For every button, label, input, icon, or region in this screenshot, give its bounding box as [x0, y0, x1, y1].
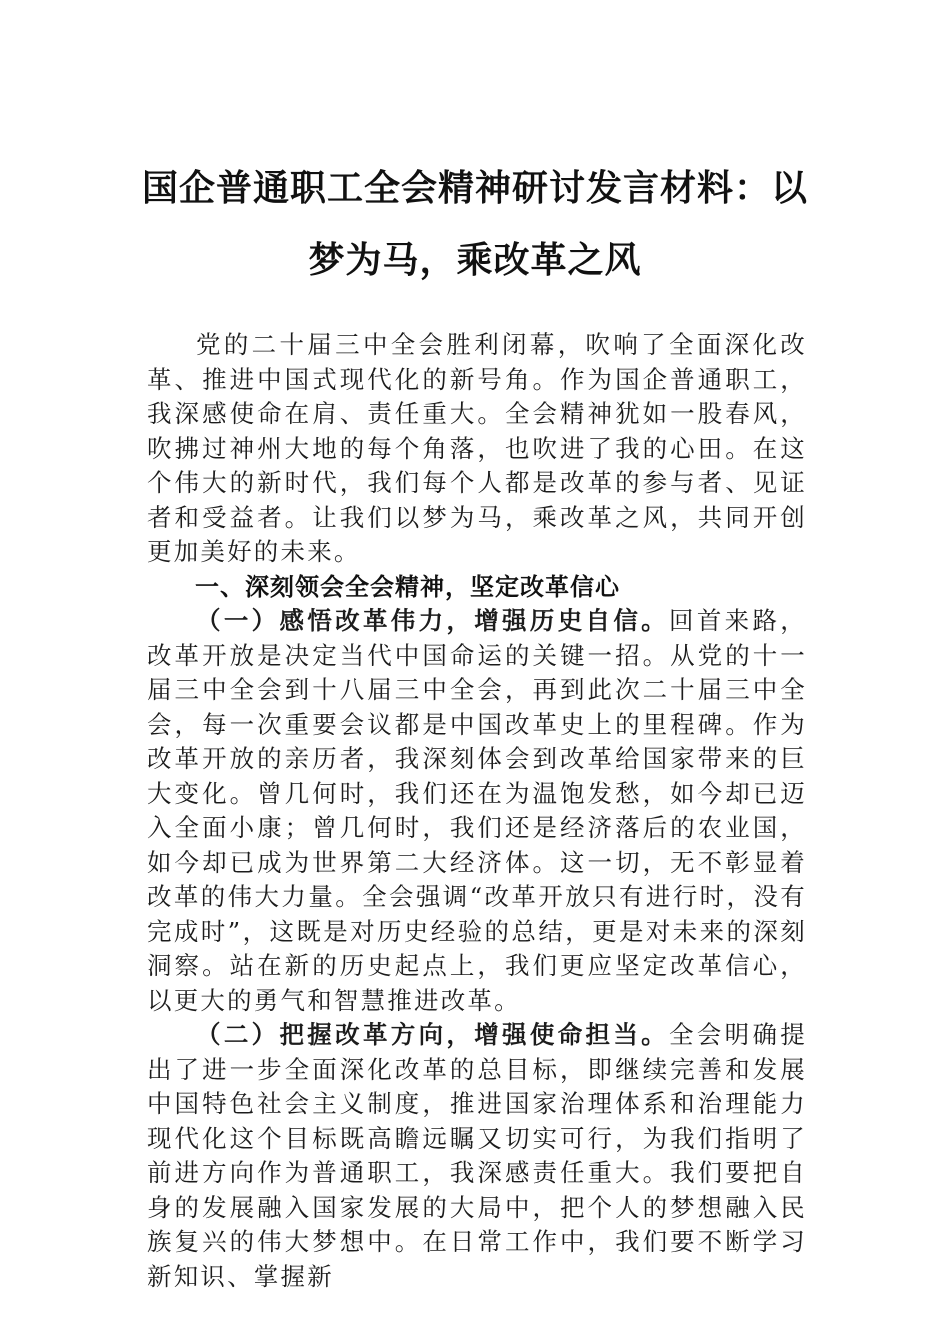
subsection-2-text: 全会明确提出了进一步全面深化改革的总目标，即继续完善和发展中国特色社会主义制度，推进国家治理体系和治理能力现代化这个目标既高瞻远瞩又切实可行，为我们指明了前进方向作为普通职工，我深感责任重大。我们要把自身的发展融入国家发展的大局中，把个人的梦想融入民族复兴的伟大梦想中。在日常工作中，我们要不断学习新知识、掌握新 [147, 1020, 807, 1291]
section-1-heading: 一、深刻领会全会精神，坚定改革信心 [195, 572, 620, 601]
subsection-2-lead: （二）把握改革方向，增强使命担当。 [196, 1020, 669, 1049]
subsection-1-text: 回首来路，改革开放是决定当代中国命运的关键一招。从党的十一届三中全会到十八届三中全会，再到此次二十届三中全会，每一次重要会议都是中国改革史上的里程碑。作为改革开放的亲历者，我深刻体会到改革给国家带来的巨大变化。曾几何时，我们还在为温饱发愁，如今却已迈入全面小康；曾几何时，我们还是经济落后的农业国，如今却已成为世界第二大经济体。这一切，无不彰显着改革的伟大力量。全会强调“改革开放只有进行时，没有完成时”，这既是对历史经验的总结，更是对未来的深刻洞察。站在新的历史起点上，我们更应坚定改革信心，以更大的勇气和智慧推进改革。 [147, 606, 807, 1015]
subsection-1-lead: （一）感悟改革伟力，增强历史自信。 [196, 606, 669, 635]
intro-paragraph: 党的二十届三中全会胜利闭幕，吹响了全面深化改革、推进中国式现代化的新号角。作为国企普通职工，我深感使命在肩、责任重大。全会精神犹如一股春风，吹拂过神州大地的每个角落，也吹进了我的心田。在这个伟大的新时代，我们每个人都是改革的参与者、见证者和受益者。让我们以梦为马，乘改革之风，共同开创更加美好的未来。 [147, 330, 807, 566]
subsection-2-paragraph [147, 1018, 807, 1294]
document-title-line-1: 国企普通职工全会精神研讨发言材料：以 [141, 168, 808, 209]
subsection-1-paragraph [147, 604, 807, 1018]
document-body [147, 328, 807, 1294]
document-title-line-2: 梦为马，乘改革之风 [308, 240, 642, 281]
